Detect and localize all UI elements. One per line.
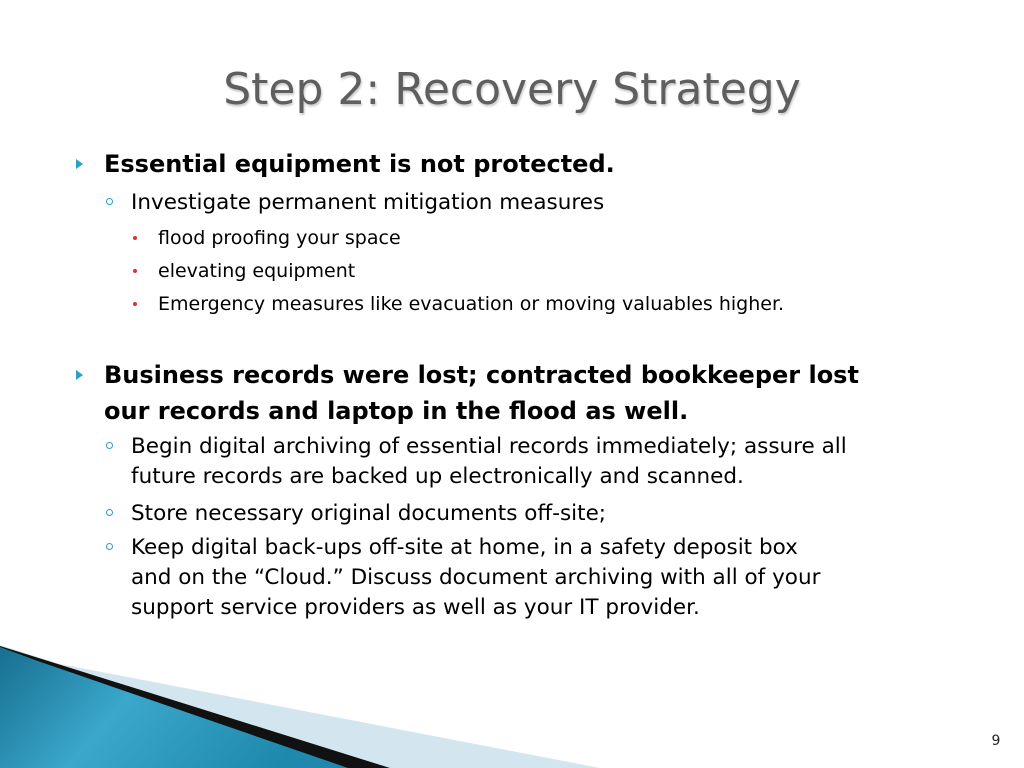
bullet-level-2-line: support service providers as well as your IT provider. <box>131 595 700 620</box>
bullet-level-3: elevating equipment <box>158 260 356 282</box>
slide-title: Step 2: Recovery Strategy <box>223 64 801 115</box>
bullet-level-2-line: Begin digital archiving of essential records immediately; assure all <box>131 434 847 459</box>
bullet-level-2-line: future records are backed up electronically and scanned. <box>131 464 744 489</box>
bullet-level-1: Essential equipment is not protected. <box>104 150 615 178</box>
bullet-level-2: Store necessary original documents off-site; <box>131 501 607 526</box>
bullet-level-2: Investigate permanent mitigation measures <box>131 190 605 215</box>
page-number: 9 <box>991 733 1001 749</box>
bullet-level-1-line: Business records were lost; contracted bookkeeper lost <box>104 361 859 389</box>
bullet-level-2-line: and on the “Cloud.” Discuss document archiving with all of your <box>131 565 821 590</box>
bullet-level-3: Emergency measures like evacuation or moving valuables higher. <box>158 293 785 315</box>
bullet-level-1-line: our records and laptop in the flood as well. <box>104 397 689 425</box>
bullet-level-2-line: Keep digital back-ups off-site at home, in a safety deposit box <box>131 535 798 560</box>
bullet-level-3: flood proofing your space <box>158 227 401 249</box>
